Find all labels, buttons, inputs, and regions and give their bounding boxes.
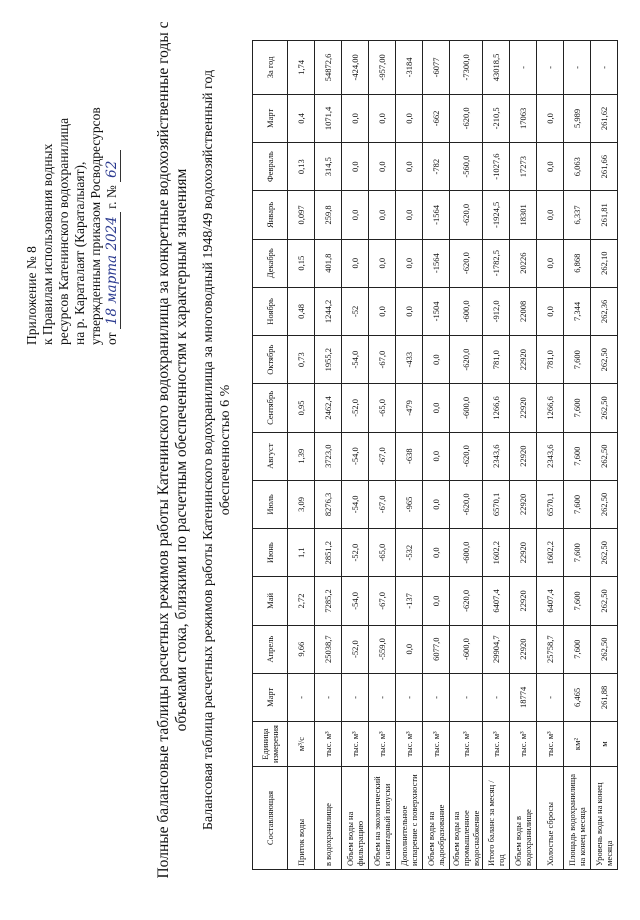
value-cell: -1027,6: [483, 143, 510, 191]
value-cell: 6570,1: [483, 480, 510, 528]
table-row: [423, 41, 450, 870]
value-cell: 261,66: [591, 143, 618, 191]
unit-cell: тыс. м³: [510, 722, 537, 767]
value-cell: 6,063: [564, 143, 591, 191]
row-label: Объем воды на льдообразование: [423, 767, 450, 870]
value-cell: 9,66: [288, 625, 315, 673]
unit-cell: тыс. м³: [537, 722, 564, 767]
row-label: Площадь водохранилища на конец месяца: [564, 767, 591, 870]
table-header-row: [253, 41, 288, 870]
value-cell: 0,48: [288, 287, 315, 335]
value-cell: 7,344: [564, 287, 591, 335]
unit-cell: м: [591, 722, 618, 767]
value-cell: 7,600: [564, 625, 591, 673]
table-row: [564, 41, 591, 870]
value-cell: -54,0: [342, 577, 369, 625]
value-cell: -: [450, 673, 483, 721]
appendix-from: от: [104, 332, 119, 345]
value-cell: 0,95: [288, 384, 315, 432]
value-cell: -: [423, 673, 450, 721]
value-cell: -620,0: [450, 191, 483, 239]
column-header: Апрель: [253, 625, 288, 673]
value-cell: 22008: [510, 287, 537, 335]
value-cell: 0,0: [537, 143, 564, 191]
value-cell: 7,600: [564, 529, 591, 577]
value-cell: 0,0: [423, 432, 450, 480]
value-cell: 54872,6: [315, 41, 342, 95]
value-cell: 0,0: [369, 239, 396, 287]
value-cell: -54,0: [342, 480, 369, 528]
value-cell: -3184: [396, 41, 423, 95]
value-cell: -1504: [423, 287, 450, 335]
value-cell: 0,15: [288, 239, 315, 287]
value-cell: -620,0: [450, 94, 483, 142]
value-cell: 1,39: [288, 432, 315, 480]
column-header: Март: [253, 94, 288, 142]
unit-cell: тыс. м³: [483, 722, 510, 767]
value-cell: 2,72: [288, 577, 315, 625]
value-cell: 0,0: [537, 239, 564, 287]
value-cell: -600,0: [450, 625, 483, 673]
value-cell: 7,600: [564, 384, 591, 432]
value-cell: 0,0: [342, 143, 369, 191]
value-cell: 3723,0: [315, 432, 342, 480]
value-cell: -52,0: [342, 529, 369, 577]
value-cell: 22920: [510, 432, 537, 480]
value-cell: 43018,5: [483, 41, 510, 95]
value-cell: 6077,0: [423, 625, 450, 673]
table-caption: Балансовая таблица расчетных режимов работы Катенинского водохранилища за многоводный 1948/49 водохозяйственный год обеспеченностью 6 %: [201, 69, 233, 831]
value-cell: 6407,4: [537, 577, 564, 625]
column-header: Единица измерения: [253, 722, 288, 767]
value-cell: 6,868: [564, 239, 591, 287]
value-cell: -662: [423, 94, 450, 142]
column-header: Составляющая: [253, 767, 288, 870]
appendix-line-1: Приложение № 8: [24, 246, 39, 345]
value-cell: 20226: [510, 239, 537, 287]
value-cell: -912,0: [483, 287, 510, 335]
value-cell: 0,0: [396, 143, 423, 191]
value-cell: 6407,4: [483, 577, 510, 625]
value-cell: 1266,6: [537, 384, 564, 432]
value-cell: -1782,5: [483, 239, 510, 287]
value-cell: -67,0: [369, 577, 396, 625]
unit-cell: тыс. м³: [369, 722, 396, 767]
value-cell: 261,62: [591, 94, 618, 142]
unit-cell: м³/с: [288, 722, 315, 767]
table-row: [342, 41, 369, 870]
value-cell: 22920: [510, 480, 537, 528]
value-cell: 2851,2: [315, 529, 342, 577]
value-cell: -600,0: [450, 384, 483, 432]
value-cell: -7300,0: [450, 41, 483, 95]
value-cell: 1602,2: [537, 529, 564, 577]
row-label: в водохранилище: [315, 767, 342, 870]
unit-cell: тыс. м³: [423, 722, 450, 767]
column-header: Октябрь: [253, 336, 288, 384]
table-row: [450, 41, 483, 870]
value-cell: 22920: [510, 529, 537, 577]
value-cell: -559,0: [369, 625, 396, 673]
table-row: [483, 41, 510, 870]
value-cell: 0,0: [396, 287, 423, 335]
document-title: Полные балансовые таблицы расчетных режимов работы Катенинского водохранилища за конкретные водохозяйственные годы с объемами стока, близкими по расчетным обеспеченностям к характерным значениям: [155, 21, 190, 879]
handwritten-number: 62: [104, 150, 121, 182]
row-label: Объем воды на промышленное водоснабжение: [450, 767, 483, 870]
value-cell: 7,600: [564, 577, 591, 625]
column-header: Март: [253, 673, 288, 721]
value-cell: 3,09: [288, 480, 315, 528]
value-cell: -479: [396, 384, 423, 432]
value-cell: 0,0: [396, 239, 423, 287]
value-cell: -965: [396, 480, 423, 528]
value-cell: -433: [396, 336, 423, 384]
value-cell: 0,0: [396, 191, 423, 239]
value-cell: 7285,2: [315, 577, 342, 625]
column-header: Июнь: [253, 529, 288, 577]
value-cell: -620,0: [450, 480, 483, 528]
value-cell: 22920: [510, 384, 537, 432]
value-cell: 25038,7: [315, 625, 342, 673]
value-cell: 8276,3: [315, 480, 342, 528]
column-header: Май: [253, 577, 288, 625]
value-cell: -: [288, 673, 315, 721]
appendix-line-4: на р. Караталаят (Караталыаят),: [72, 161, 87, 345]
value-cell: -52,0: [342, 384, 369, 432]
value-cell: -: [537, 41, 564, 95]
table-row: [591, 41, 618, 870]
value-cell: 1,74: [288, 41, 315, 95]
unit-cell: тыс. м³: [315, 722, 342, 767]
value-cell: 22920: [510, 577, 537, 625]
value-cell: 0,0: [423, 529, 450, 577]
value-cell: 0,0: [342, 94, 369, 142]
value-cell: 7,600: [564, 480, 591, 528]
value-cell: 0,0: [369, 191, 396, 239]
value-cell: 22920: [510, 625, 537, 673]
appendix-line-6: [104, 45, 121, 345]
value-cell: 262,50: [591, 432, 618, 480]
appendix-line-5: утвержденным приказом Росводресурсов: [88, 107, 103, 345]
value-cell: 6,465: [564, 673, 591, 721]
row-label: Холостые сбросы: [537, 767, 564, 870]
value-cell: -1564: [423, 191, 450, 239]
value-cell: -210,5: [483, 94, 510, 142]
balance-table: [252, 40, 618, 870]
value-cell: 0,0: [423, 384, 450, 432]
value-cell: -957,00: [369, 41, 396, 95]
value-cell: -54,0: [342, 432, 369, 480]
value-cell: -67,0: [369, 336, 396, 384]
value-cell: 0,73: [288, 336, 315, 384]
unit-cell: тыс. м³: [396, 722, 423, 767]
value-cell: 1,1: [288, 529, 315, 577]
unit-cell: тыс. м³: [342, 722, 369, 767]
handwritten-date: 18 марта 2024: [104, 212, 121, 329]
value-cell: -6077: [423, 41, 450, 95]
value-cell: -: [510, 41, 537, 95]
value-cell: -: [537, 673, 564, 721]
value-cell: 2462,4: [315, 384, 342, 432]
value-cell: 5,989: [564, 94, 591, 142]
value-cell: 6,337: [564, 191, 591, 239]
value-cell: -: [315, 673, 342, 721]
value-cell: 18301: [510, 191, 537, 239]
value-cell: 262,50: [591, 625, 618, 673]
row-label: Уровень воды на конец месяца: [591, 767, 618, 870]
appendix-line-3: ресурсов Катенинского водохранилища: [56, 117, 71, 345]
value-cell: 262,50: [591, 529, 618, 577]
value-cell: 22920: [510, 336, 537, 384]
value-cell: 0,0: [396, 625, 423, 673]
value-cell: -600,0: [450, 287, 483, 335]
value-cell: 261,81: [591, 191, 618, 239]
value-cell: -620,0: [450, 577, 483, 625]
column-header: Февраль: [253, 143, 288, 191]
value-cell: 262,50: [591, 480, 618, 528]
value-cell: 2343,6: [537, 432, 564, 480]
value-cell: 261,88: [591, 673, 618, 721]
value-cell: 0,0: [342, 239, 369, 287]
table-row: [315, 41, 342, 870]
appendix-number-label: г. №: [104, 185, 119, 209]
value-cell: -532: [396, 529, 423, 577]
column-header: Июль: [253, 480, 288, 528]
value-cell: -: [342, 673, 369, 721]
value-cell: -65,0: [369, 384, 396, 432]
value-cell: 0,0: [423, 480, 450, 528]
value-cell: 1071,4: [315, 94, 342, 142]
value-cell: -1924,5: [483, 191, 510, 239]
value-cell: 7,600: [564, 432, 591, 480]
row-label: Приток воды: [288, 767, 315, 870]
value-cell: 262,36: [591, 287, 618, 335]
value-cell: 781,0: [537, 336, 564, 384]
value-cell: -: [369, 673, 396, 721]
value-cell: -137: [396, 577, 423, 625]
value-cell: -620,0: [450, 336, 483, 384]
value-cell: 6570,1: [537, 480, 564, 528]
value-cell: -67,0: [369, 480, 396, 528]
value-cell: -638: [396, 432, 423, 480]
value-cell: 0,0: [369, 94, 396, 142]
value-cell: -52,0: [342, 625, 369, 673]
value-cell: 7,600: [564, 336, 591, 384]
value-cell: 1266,6: [483, 384, 510, 432]
table-row: [396, 41, 423, 870]
value-cell: -54,0: [342, 336, 369, 384]
value-cell: 0,0: [342, 191, 369, 239]
column-header: Сентябрь: [253, 384, 288, 432]
value-cell: 262,50: [591, 336, 618, 384]
value-cell: -: [483, 673, 510, 721]
row-label: Объем воды на фильтрацию: [342, 767, 369, 870]
unit-cell: км²: [564, 722, 591, 767]
value-cell: 29904,7: [483, 625, 510, 673]
value-cell: 18774: [510, 673, 537, 721]
table-row: [288, 41, 315, 870]
value-cell: 781,0: [483, 336, 510, 384]
value-cell: 1955,2: [315, 336, 342, 384]
value-cell: 0,0: [537, 287, 564, 335]
value-cell: 0,0: [396, 94, 423, 142]
value-cell: 0,0: [369, 287, 396, 335]
value-cell: -620,0: [450, 432, 483, 480]
value-cell: 259,8: [315, 191, 342, 239]
table-row: [510, 41, 537, 870]
column-header: За год: [253, 41, 288, 95]
value-cell: -424,00: [342, 41, 369, 95]
value-cell: 2343,6: [483, 432, 510, 480]
table-row: [369, 41, 396, 870]
value-cell: 17063: [510, 94, 537, 142]
value-cell: 0,0: [423, 577, 450, 625]
value-cell: -620,0: [450, 239, 483, 287]
value-cell: -65,0: [369, 529, 396, 577]
value-cell: 0,097: [288, 191, 315, 239]
value-cell: 1244,2: [315, 287, 342, 335]
column-header: Август: [253, 432, 288, 480]
row-label: Дополнительное испарение с поверхности: [396, 767, 423, 870]
value-cell: 1602,2: [483, 529, 510, 577]
value-cell: 401,8: [315, 239, 342, 287]
value-cell: 0,0: [537, 94, 564, 142]
row-label: Объем воды в водохранилище: [510, 767, 537, 870]
value-cell: 0,13: [288, 143, 315, 191]
value-cell: 17273: [510, 143, 537, 191]
column-header: Январь: [253, 191, 288, 239]
value-cell: 25758,7: [537, 625, 564, 673]
unit-cell: тыс. м³: [450, 722, 483, 767]
value-cell: -52: [342, 287, 369, 335]
value-cell: 0,4: [288, 94, 315, 142]
value-cell: -: [564, 41, 591, 95]
row-label: Итого баланс за месяц / год: [483, 767, 510, 870]
value-cell: 262,50: [591, 384, 618, 432]
value-cell: -782: [423, 143, 450, 191]
value-cell: -: [396, 673, 423, 721]
value-cell: -560,0: [450, 143, 483, 191]
value-cell: -600,0: [450, 529, 483, 577]
appendix-block: [24, 45, 121, 345]
value-cell: 0,0: [537, 191, 564, 239]
value-cell: 0,0: [423, 336, 450, 384]
table-row: [537, 41, 564, 870]
value-cell: 0,0: [369, 143, 396, 191]
row-label: Объем на экологический и санитарный попуски: [369, 767, 396, 870]
column-header: Ноябрь: [253, 287, 288, 335]
value-cell: -: [591, 41, 618, 95]
appendix-line-2: к Правилам использования водных: [40, 143, 55, 345]
value-cell: 314,5: [315, 143, 342, 191]
value-cell: 262,10: [591, 239, 618, 287]
value-cell: 262,50: [591, 577, 618, 625]
column-header: Декабрь: [253, 239, 288, 287]
value-cell: -67,0: [369, 432, 396, 480]
value-cell: -1564: [423, 239, 450, 287]
